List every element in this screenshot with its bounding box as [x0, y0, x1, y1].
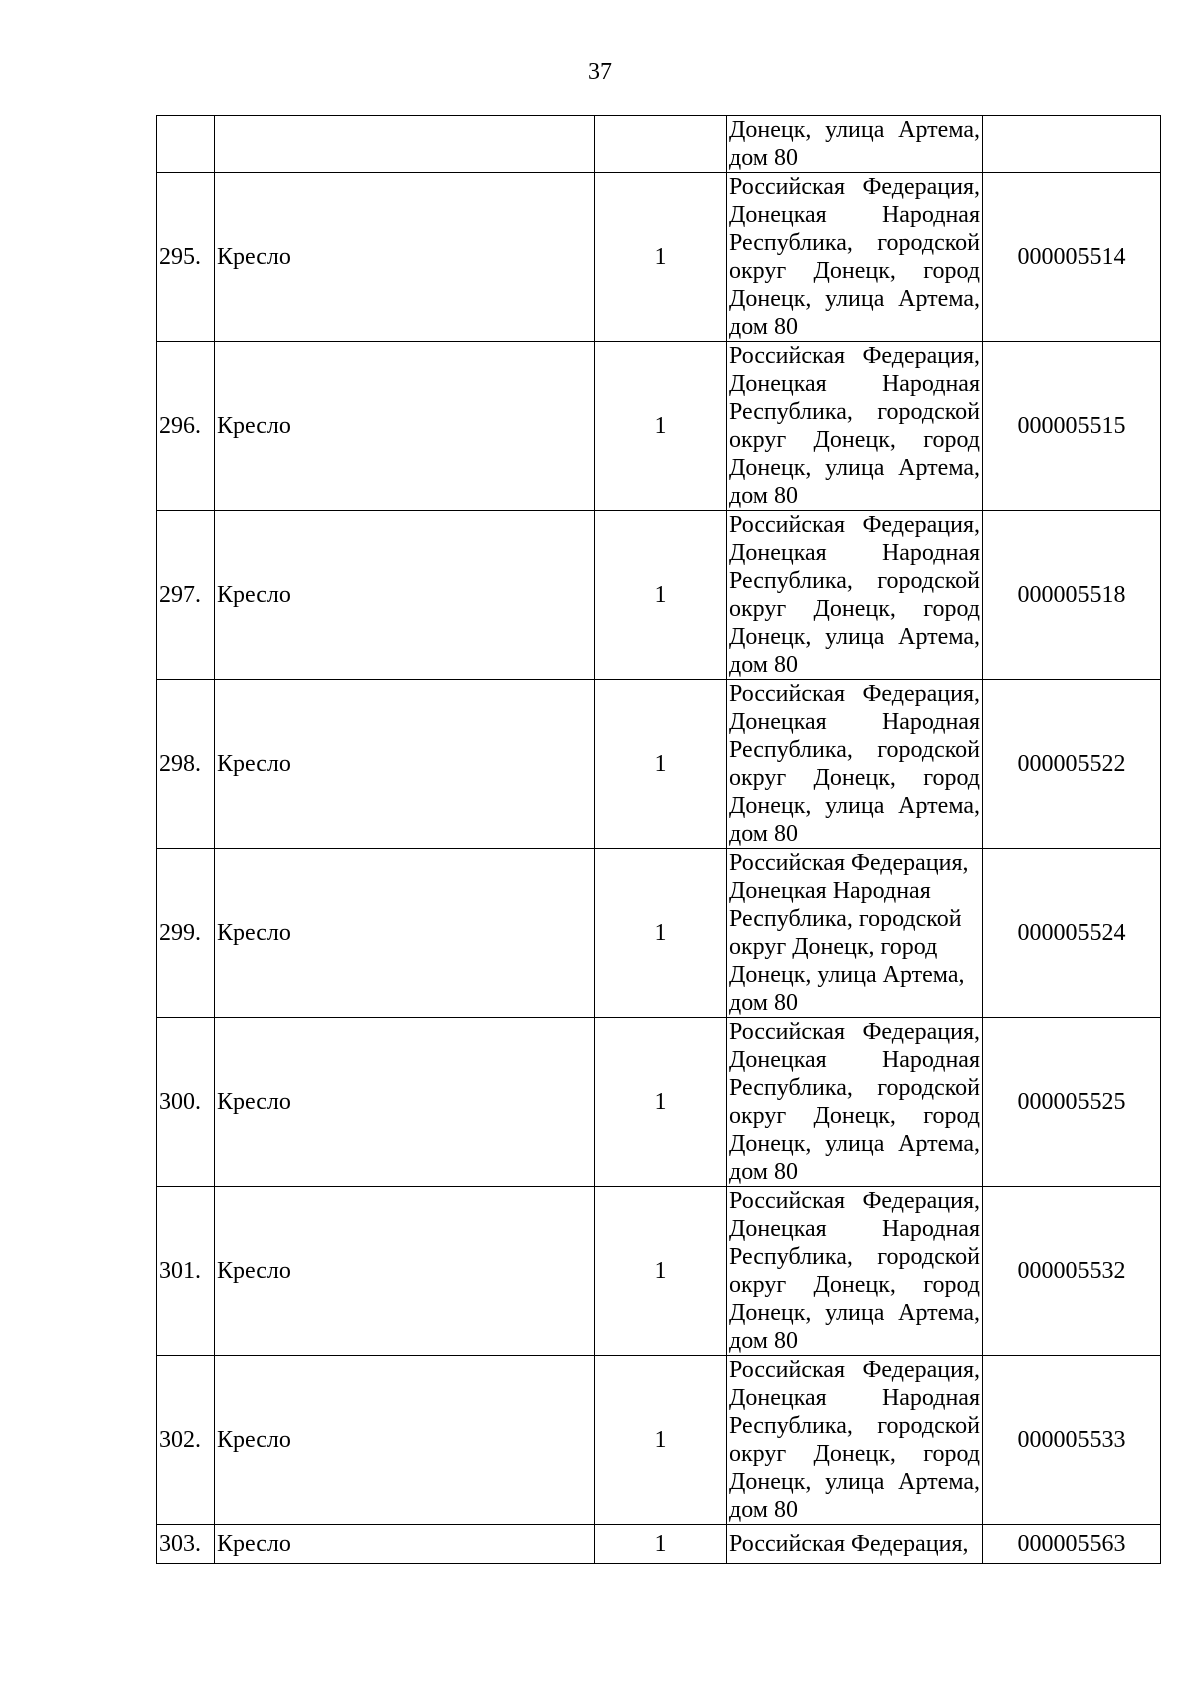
address-line: Республика, городской — [729, 1244, 980, 1270]
address-line: Донецкая Народная — [729, 1047, 980, 1073]
table-row — [157, 849, 1161, 1018]
item-name-cell: Кресло — [215, 680, 595, 849]
address-line: округ Донецк, город — [729, 596, 980, 622]
address-line: дом 80 — [729, 1159, 798, 1185]
quantity-cell: 1 — [595, 173, 727, 342]
address-line: дом 80 — [729, 483, 798, 509]
address-line: округ Донецк, город — [729, 1272, 980, 1298]
address-line: Донецк, улица Артема, — [729, 962, 965, 988]
address-line: Донецкая Народная — [729, 202, 980, 228]
row-number-cell: 301. — [157, 1187, 215, 1356]
item-name-cell: Кресло — [215, 342, 595, 511]
inventory-number-cell: 000005524 — [983, 849, 1161, 1018]
location-address-cell — [727, 511, 983, 680]
location-address-cell — [727, 342, 983, 511]
row-number-cell: 303. — [157, 1525, 215, 1564]
inventory-number-cell: 000005563 — [983, 1525, 1161, 1564]
address-line: Российская Федерация, — [729, 1531, 969, 1557]
address-line: Донецкая Народная — [729, 1216, 980, 1242]
address-line: округ Донецк, город — [729, 765, 980, 791]
address-line: Донецк, улица Артема, — [729, 793, 980, 819]
item-name-cell: Кресло — [215, 849, 595, 1018]
location-address-cell — [727, 173, 983, 342]
address-line: дом 80 — [729, 1497, 798, 1523]
address-line: округ Донецк, город — [729, 427, 980, 453]
inventory-table — [156, 115, 1161, 1564]
address-line: Российская Федерация, — [729, 1188, 980, 1214]
table-row — [157, 173, 1161, 342]
row-number-cell: 298. — [157, 680, 215, 849]
table-row-continued — [157, 116, 1161, 173]
address-line: Российская Федерация, — [729, 1019, 980, 1045]
quantity-cell: 1 — [595, 1187, 727, 1356]
table-row — [157, 680, 1161, 849]
address-line: Донецк, улица Артема, — [729, 1469, 980, 1495]
address-line: округ Донецк, город — [729, 1441, 980, 1467]
address-line: Донецкая Народная — [729, 1385, 980, 1411]
address-line: Республика, городской — [729, 1413, 980, 1439]
address-line: Донецкая Народная — [729, 709, 980, 735]
item-name-cell: Кресло — [215, 511, 595, 680]
address-line: дом 80 — [729, 314, 798, 340]
address-line: Донецк, улица Артема, — [729, 1131, 980, 1157]
address-line: дом 80 — [729, 652, 798, 678]
address-line: округ Донецк, город — [729, 1103, 980, 1129]
address-line: Донецк, улица Артема, — [729, 1300, 980, 1326]
inventory-number-cell: 000005515 — [983, 342, 1161, 511]
address-line: Донецкая Народная — [729, 540, 980, 566]
address-line: Республика, городской — [729, 737, 980, 763]
table-row — [157, 342, 1161, 511]
location-address-cell — [727, 116, 983, 173]
address-line: Республика, городской — [729, 230, 980, 256]
table-row — [157, 1018, 1161, 1187]
inventory-number-cell: 000005522 — [983, 680, 1161, 849]
address-line: Донецкая Народная — [729, 371, 980, 397]
location-address-cell — [727, 680, 983, 849]
address-line: Российская Федерация, — [729, 343, 980, 369]
address-line: Донецк, улица Артема, — [729, 286, 980, 312]
location-address-cell — [727, 849, 983, 1018]
quantity-cell: 1 — [595, 849, 727, 1018]
table-row — [157, 1525, 1161, 1564]
address-line: округ Донецк, город — [729, 258, 980, 284]
item-name-cell: Кресло — [215, 1525, 595, 1564]
quantity-cell: 1 — [595, 1525, 727, 1564]
row-number-cell — [157, 116, 215, 173]
inventory-table-body — [157, 116, 1161, 1564]
quantity-cell — [595, 116, 727, 173]
address-line: Донецк, улица Артема, — [729, 455, 980, 481]
row-number-cell: 296. — [157, 342, 215, 511]
quantity-cell: 1 — [595, 342, 727, 511]
address-line: Российская Федерация, — [729, 174, 980, 200]
location-address-cell — [727, 1187, 983, 1356]
location-address-cell — [727, 1525, 983, 1564]
quantity-cell: 1 — [595, 1018, 727, 1187]
address-line: Донецк, улица Артема, — [729, 117, 980, 143]
row-number-cell: 302. — [157, 1356, 215, 1525]
address-line: дом 80 — [729, 990, 798, 1016]
row-number-cell: 297. — [157, 511, 215, 680]
inventory-number-cell: 000005532 — [983, 1187, 1161, 1356]
inventory-number-cell: 000005533 — [983, 1356, 1161, 1525]
inventory-number-cell: 000005518 — [983, 511, 1161, 680]
address-line: Республика, городской — [729, 399, 980, 425]
table-row — [157, 1356, 1161, 1525]
quantity-cell: 1 — [595, 511, 727, 680]
item-name-cell: Кресло — [215, 1356, 595, 1525]
address-line: Российская Федерация, — [729, 512, 980, 538]
address-line: дом 80 — [729, 821, 798, 847]
address-line: Донецк, улица Артема, — [729, 624, 980, 650]
table-row — [157, 1187, 1161, 1356]
row-number-cell: 295. — [157, 173, 215, 342]
row-number-cell: 300. — [157, 1018, 215, 1187]
inventory-number-cell: 000005514 — [983, 173, 1161, 342]
address-line: дом 80 — [729, 145, 798, 171]
page-number: 37 — [588, 59, 612, 85]
address-line: округ Донецк, город — [729, 934, 938, 960]
address-line: Донецкая Народная — [729, 878, 931, 904]
item-name-cell — [215, 116, 595, 173]
quantity-cell: 1 — [595, 680, 727, 849]
item-name-cell: Кресло — [215, 173, 595, 342]
table-row — [157, 511, 1161, 680]
inventory-number-cell — [983, 116, 1161, 173]
address-line: Российская Федерация, — [729, 681, 980, 707]
location-address-cell — [727, 1356, 983, 1525]
address-line: Республика, городской — [729, 1075, 980, 1101]
address-line: Российская Федерация, — [729, 1357, 980, 1383]
address-line: Республика, городской — [729, 568, 980, 594]
address-line: Республика, городской — [729, 906, 962, 932]
address-line: дом 80 — [729, 1328, 798, 1354]
item-name-cell: Кресло — [215, 1018, 595, 1187]
row-number-cell: 299. — [157, 849, 215, 1018]
address-line: Российская Федерация, — [729, 850, 969, 876]
quantity-cell: 1 — [595, 1356, 727, 1525]
inventory-number-cell: 000005525 — [983, 1018, 1161, 1187]
item-name-cell: Кресло — [215, 1187, 595, 1356]
location-address-cell — [727, 1018, 983, 1187]
